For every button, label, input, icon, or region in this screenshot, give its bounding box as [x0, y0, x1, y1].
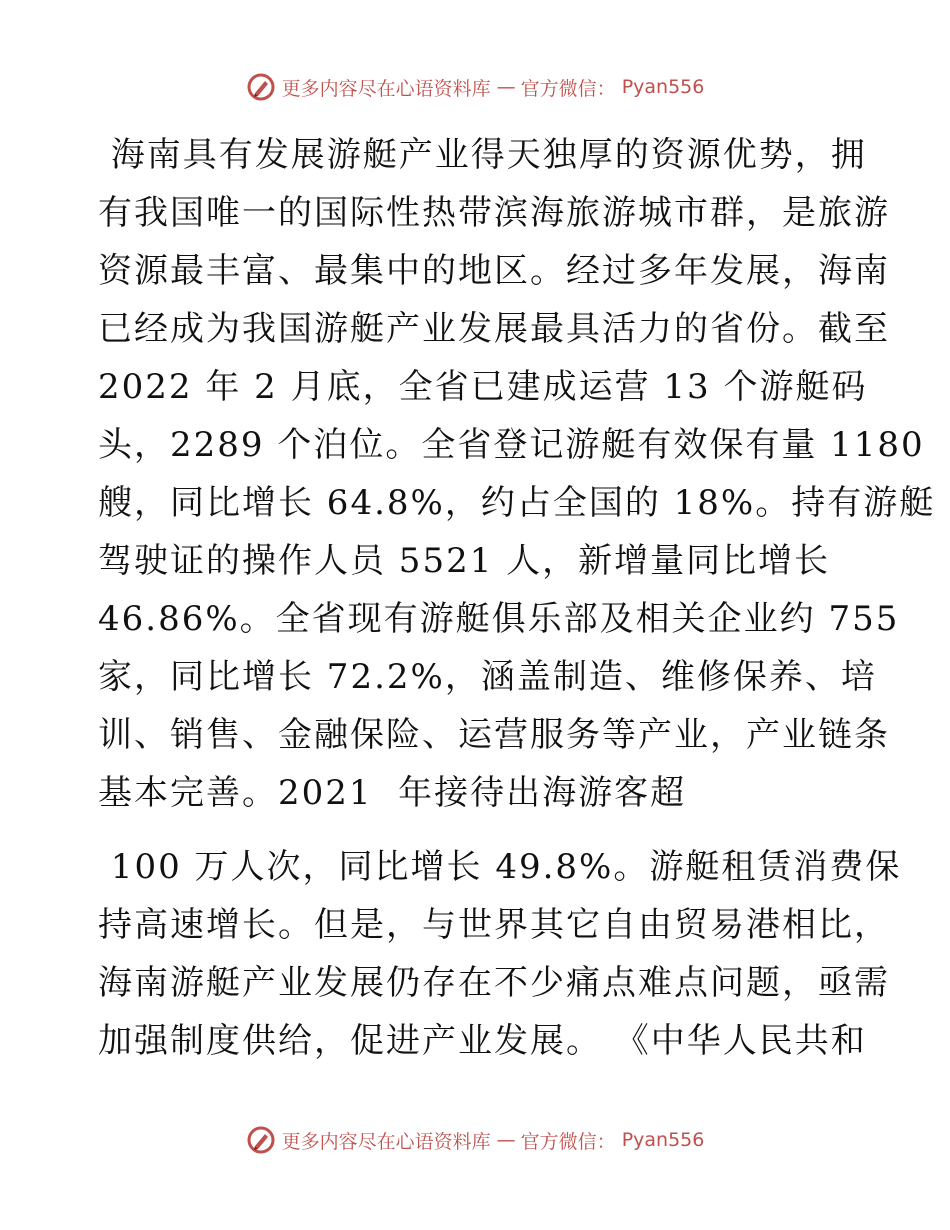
watermark-separator: — [496, 76, 515, 98]
text-line: 头，2289 个泊位。全省登记游艇有效保有量 1180 [98, 425, 925, 465]
document-body [98, 126, 936, 1070]
watermark-label: 官方微信： [520, 77, 616, 100]
text-line: 海南具有发展游艇产业得天独厚的资源优势，拥 [98, 135, 867, 175]
text-line: 家，同比增长 72.2%，涵盖制造、维修保养、培 [98, 657, 877, 697]
watermark-label: 官方微信： [520, 1130, 616, 1153]
watermark-separator: — [496, 1129, 515, 1151]
header-watermark [0, 72, 950, 102]
pen-logo-icon [246, 1125, 276, 1155]
text-line: 2022 年 2 月底，全省已建成运营 13 个游艇码 [98, 367, 868, 407]
text-line: 艘，同比增长 64.8%，约占全国的 18%。持有游艇 [98, 483, 936, 523]
pen-logo-icon [246, 72, 276, 102]
text-line: 100 万人次，同比增长 49.8%。游艇租赁消费保 [98, 847, 902, 887]
text-line: 持高速增长。但是，与世界其它自由贸易港相比， [98, 905, 890, 945]
text-line: 海南游艇产业发展仍存在不少痛点难点问题，亟需 [98, 963, 890, 1003]
watermark-handle: Pyan556 [621, 1129, 705, 1151]
text-line: 驾驶证的操作人员 5521 人，新增量同比增长 [98, 541, 831, 581]
watermark-handle: Pyan556 [621, 76, 705, 98]
text-line: 基本完善。2021 年接待出海游客超 [98, 773, 687, 813]
text-line: 46.86%。全省现有游艇俱乐部及相关企业约 755 [98, 599, 900, 639]
text-line: 训、销售、金融保险、运营服务等产业，产业链条 [98, 715, 890, 755]
text-line: 加强制度供给，促进产业发展。 《中华人民共和 [98, 1021, 867, 1061]
watermark-text: 更多内容尽在心语资料库 [281, 1130, 491, 1153]
text-line: 有我国唯一的国际性热带滨海旅游城市群，是旅游 [98, 193, 890, 233]
footer-watermark [0, 1125, 950, 1155]
watermark-text: 更多内容尽在心语资料库 [281, 77, 491, 100]
text-line: 已经成为我国游艇产业发展最具活力的省份。截至 [98, 309, 890, 349]
text-line: 资源最丰富、最集中的地区。经过多年发展，海南 [98, 251, 890, 291]
